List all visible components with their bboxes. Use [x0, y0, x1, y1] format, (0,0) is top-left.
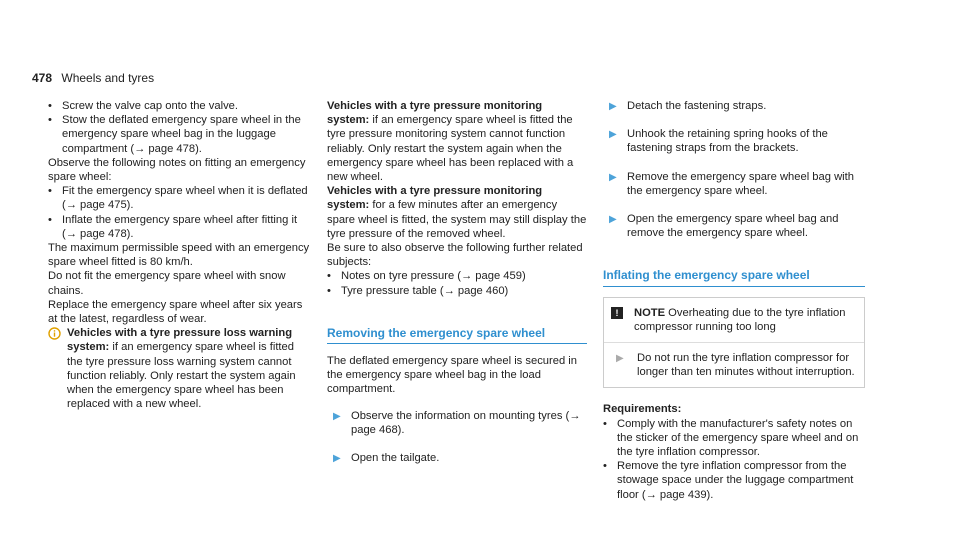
step-item: ▶ Unhook the retaining spring hooks of the fastening straps from the brackets.: [609, 128, 828, 155]
paragraph: Replace the emergency spare wheel after six years at the latest, regardless of wear.: [48, 298, 303, 326]
info-note: [48, 326, 310, 411]
column-2: [327, 99, 587, 465]
list-item: • Tyre pressure table (→ page 460): [327, 284, 587, 298]
block-heading: Vehicles with a tyre pressure monitoring system:: [327, 100, 543, 127]
info-icon: [48, 327, 61, 344]
page-header: [32, 71, 154, 85]
notice-box: [603, 297, 865, 389]
paragraph: Do not fit the emergency spare wheel with snow chains.: [48, 270, 286, 297]
list-item: • Remove the tyre inflation compressor from the stowage space under the luggage compartment floor (→ page 439).: [603, 459, 865, 502]
paragraph: Observe the following notes on fitting an emergency spare wheel:: [48, 156, 306, 184]
notice-label: NOTE: [634, 306, 666, 319]
note-heading: Vehicles with a tyre pressure loss warning system:: [67, 327, 293, 354]
list-item: • Inflate the emergency spare wheel after fitting it (→ page 478).: [48, 213, 310, 241]
notice-header: [604, 298, 864, 343]
step-item: ▶ Open the emergency spare wheel bag and remove the emergency spare wheel.: [609, 213, 839, 240]
notice-text: Overheating due to the tyre inflation compressor running too long: [634, 306, 846, 333]
exclamation-icon: !: [611, 307, 623, 319]
paragraph: Vehicles with a tyre pressure monitoring system: for a few minutes after an emergency spare wheel is fitted, the system may still display the tyre pressure of the removed wheel.: [327, 185, 587, 240]
play-triangle-icon: ▶: [333, 453, 341, 465]
section-heading: Removing the emergency spare wheel: [327, 326, 587, 344]
step-item: ▶ Open the tailgate.: [327, 451, 587, 465]
play-triangle-icon: ▶: [333, 410, 341, 422]
play-triangle-icon: ▶: [609, 214, 617, 226]
paragraph: The maximum permissible speed with an emergency spare wheel fitted is 80 km/h.: [48, 242, 310, 269]
notice-step: ▶ Do not run the tyre inflation compressor for longer than ten minutes without interruption.: [616, 352, 855, 379]
requirements-heading: Requirements:: [603, 403, 682, 416]
paragraph: Vehicles with a tyre pressure monitoring system: if an emergency spare wheel is fitted the tyre pressure monitoring system cannot function reliably. Only restart the system again when the emergency spare wheel has been replaced with a new wheel.: [327, 100, 574, 184]
column-3: [603, 99, 865, 502]
section-heading: Inflating the emergency spare wheel: [603, 268, 865, 286]
paragraph: The deflated emergency spare wheel is secured in the emergency spare wheel bag in the load compartment.: [327, 355, 577, 396]
page-section-title: Wheels and tyres: [61, 71, 155, 85]
column-1: [48, 99, 310, 411]
list-item: • Comply with the manufacturer's safety notes on the sticker of the emergency spare wheel and on the tyre inflation compressor.: [603, 417, 865, 460]
play-triangle-icon: ▶: [609, 129, 617, 141]
block-heading: Vehicles with a tyre pressure monitoring system:: [327, 185, 543, 212]
list-item: • Stow the deflated emergency spare wheel in the emergency spare wheel bag in the luggage compartment (→ page 478).: [48, 113, 310, 156]
step-item: ▶ Remove the emergency spare wheel bag with the emergency spare wheel.: [609, 170, 854, 197]
note-text: if an emergency spare wheel is fitted the tyre pressure loss warning system cannot function reliably. Only restart the system again when the emergency spare wheel has been replaced with a new wheel.: [67, 341, 296, 411]
play-triangle-icon: ▶: [609, 171, 617, 183]
list-item: • Fit the emergency spare wheel when it is deflated (→ page 475).: [48, 184, 310, 212]
list-item: • Notes on tyre pressure (→ page 459): [327, 269, 587, 283]
step-item: ▶ Observe the information on mounting tyres (→ page 468).: [333, 409, 581, 436]
paragraph: Be sure to also observe the following further related subjects:: [327, 242, 583, 269]
play-triangle-icon: ▶: [609, 101, 617, 112]
list-item: • Screw the valve cap onto the valve.: [48, 99, 310, 113]
step-item: ▶ Detach the fastening straps.: [603, 99, 865, 113]
play-triangle-icon: ▶: [616, 353, 624, 365]
page-number: 478: [32, 71, 53, 85]
